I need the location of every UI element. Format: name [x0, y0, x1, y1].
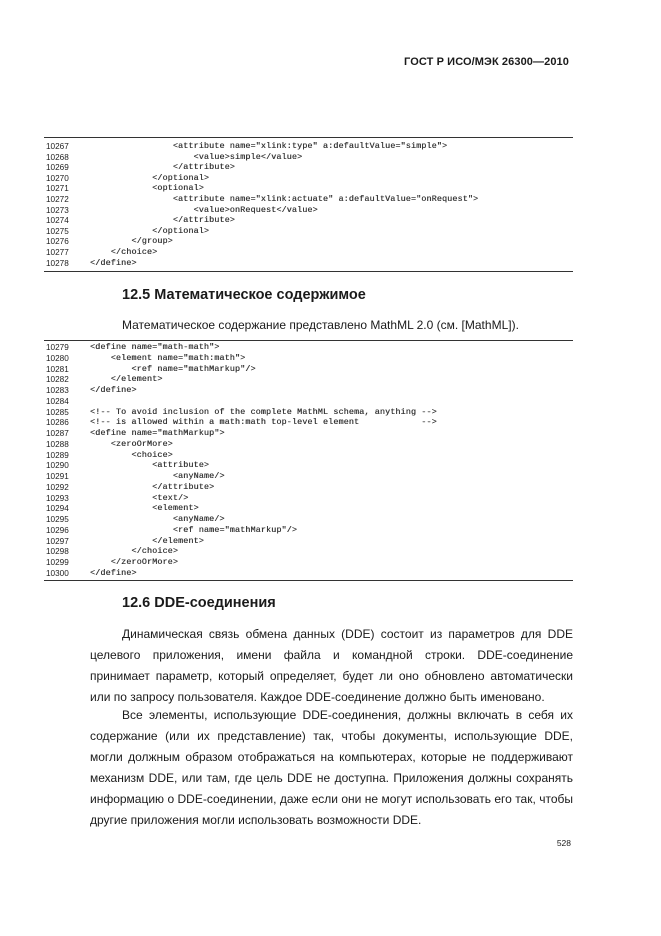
line-number: 10298 — [46, 547, 69, 557]
line-number: 10280 — [46, 353, 69, 363]
code-text: </attribute> — [90, 215, 235, 226]
line-number: 10281 — [46, 364, 69, 374]
code-text: <optional> — [90, 183, 204, 194]
code-text: <ref name="mathMarkup"/> — [90, 524, 298, 535]
code-text: </element> — [90, 374, 163, 385]
code-text: </attribute> — [90, 162, 235, 173]
line-number: 10274 — [46, 216, 69, 226]
code-text: <value>simple</value> — [90, 151, 303, 162]
code-text: <ref name="mathMarkup"/> — [90, 363, 256, 374]
line-number: 10272 — [46, 195, 69, 204]
code-text: <anyName/> — [90, 514, 225, 524]
code-block-1-top-rule — [44, 137, 573, 138]
line-number: 10283 — [46, 386, 69, 395]
code-text: </group> — [90, 236, 173, 247]
page-header: ГОСТ Р ИСО/МЭК 26300—2010 — [404, 56, 569, 68]
code-text: <attribute name="xlink:type" a:defaultValue="simple"> — [90, 141, 448, 151]
line-number: 10284 — [46, 396, 69, 406]
code-text: </define> — [90, 257, 137, 268]
code-text: <element name="math:math"> — [90, 352, 246, 363]
line-number: 10293 — [46, 493, 69, 503]
code-block-2 — [46, 342, 573, 582]
code-text: <attribute name="xlink:actuate" a:defaultValue="onRequest"> — [90, 194, 479, 204]
code-text: </element> — [90, 535, 204, 546]
line-number: 10275 — [46, 226, 69, 236]
code-text: </zeroOrMore> — [90, 557, 178, 567]
code-text: </choice> — [90, 247, 158, 257]
line-number: 10267 — [46, 142, 69, 151]
line-number: 10276 — [46, 237, 69, 247]
line-number: 10291 — [46, 472, 69, 481]
code-text: </attribute> — [90, 481, 215, 492]
code-text: <text/> — [90, 492, 189, 503]
code-text: <attribute> — [90, 460, 210, 471]
line-number: 10282 — [46, 375, 69, 385]
code-text: <zeroOrMore> — [90, 438, 173, 449]
code-text: <!-- To avoid inclusion of the complete MathML schema, anything --> — [90, 406, 437, 417]
code-text: </optional> — [90, 172, 210, 183]
section-12-6-paragraph-2: Все элементы, использующие DDE-соединения, должны включать в себя их содержание (или их представление) так, чтобы документы, использующие DDE, могли должным образом отображаться на компьютерах, которые не поддерживают механизм DDE, или там, где цель DDE не доступна. Приложения должны сохранять информацию о DDE-соединении, даже если они не могут использовать его так, чтобы другие приложения могли использовать возможности DDE. — [90, 708, 573, 827]
line-number: 10278 — [46, 258, 69, 268]
code-block-2-top-rule — [44, 340, 573, 341]
line-number: 10294 — [46, 504, 69, 514]
line-number: 10271 — [46, 184, 69, 194]
section-12-6-paragraph-1: Динамическая связь обмена данных (DDE) состоит из параметров для DDE целевого приложения, имени файла и командной строки. DDE-соединение принимает параметр, который определяет, будет ли оно обновлено автоматически или по запросу пользователя. Каждое DDE-соединение должно быть именовано. — [90, 627, 573, 704]
line-number: 10290 — [46, 461, 69, 471]
code-text: </define> — [90, 567, 137, 578]
code-block-2-bottom-rule — [44, 580, 573, 581]
code-text: <!-- is allowed within a math:math top-level element --> — [90, 417, 437, 428]
line-number: 10297 — [46, 536, 69, 546]
code-text: <element> — [90, 503, 199, 514]
page-number: 528 — [556, 838, 571, 848]
section-12-6-heading: 12.6 DDE-соединения — [122, 595, 276, 611]
line-number: 10279 — [46, 343, 69, 352]
code-text: <anyName/> — [90, 471, 225, 481]
line-number: 10277 — [46, 248, 69, 257]
line-number: 10269 — [46, 163, 69, 173]
section-12-5-intro: Математическое содержание представлено MathML 2.0 (см. [MathML]). — [122, 318, 519, 332]
line-number: 10295 — [46, 515, 69, 524]
code-text: <define name="math-math"> — [90, 342, 220, 352]
line-number: 10296 — [46, 525, 69, 535]
line-number: 10288 — [46, 439, 69, 449]
line-number: 10289 — [46, 450, 69, 460]
code-text: </optional> — [90, 225, 210, 236]
line-number: 10299 — [46, 558, 69, 567]
line-number: 10287 — [46, 429, 69, 438]
code-text: <choice> — [90, 449, 173, 460]
line-number: 10268 — [46, 152, 69, 162]
code-text: </choice> — [90, 546, 178, 557]
line-number: 10273 — [46, 205, 69, 215]
code-block-1-bottom-rule — [44, 271, 573, 272]
line-number: 10270 — [46, 173, 69, 183]
code-text: <define name="mathMarkup"> — [90, 428, 225, 438]
code-text: <value>onRequest</value> — [90, 204, 318, 215]
code-text: </define> — [90, 385, 137, 395]
line-number: 10300 — [46, 568, 69, 578]
line-number: 10285 — [46, 407, 69, 417]
section-12-5-heading: 12.5 Математическое содержимое — [122, 287, 366, 303]
code-block-1 — [46, 141, 573, 271]
line-number: 10292 — [46, 482, 69, 492]
line-number: 10286 — [46, 418, 69, 428]
